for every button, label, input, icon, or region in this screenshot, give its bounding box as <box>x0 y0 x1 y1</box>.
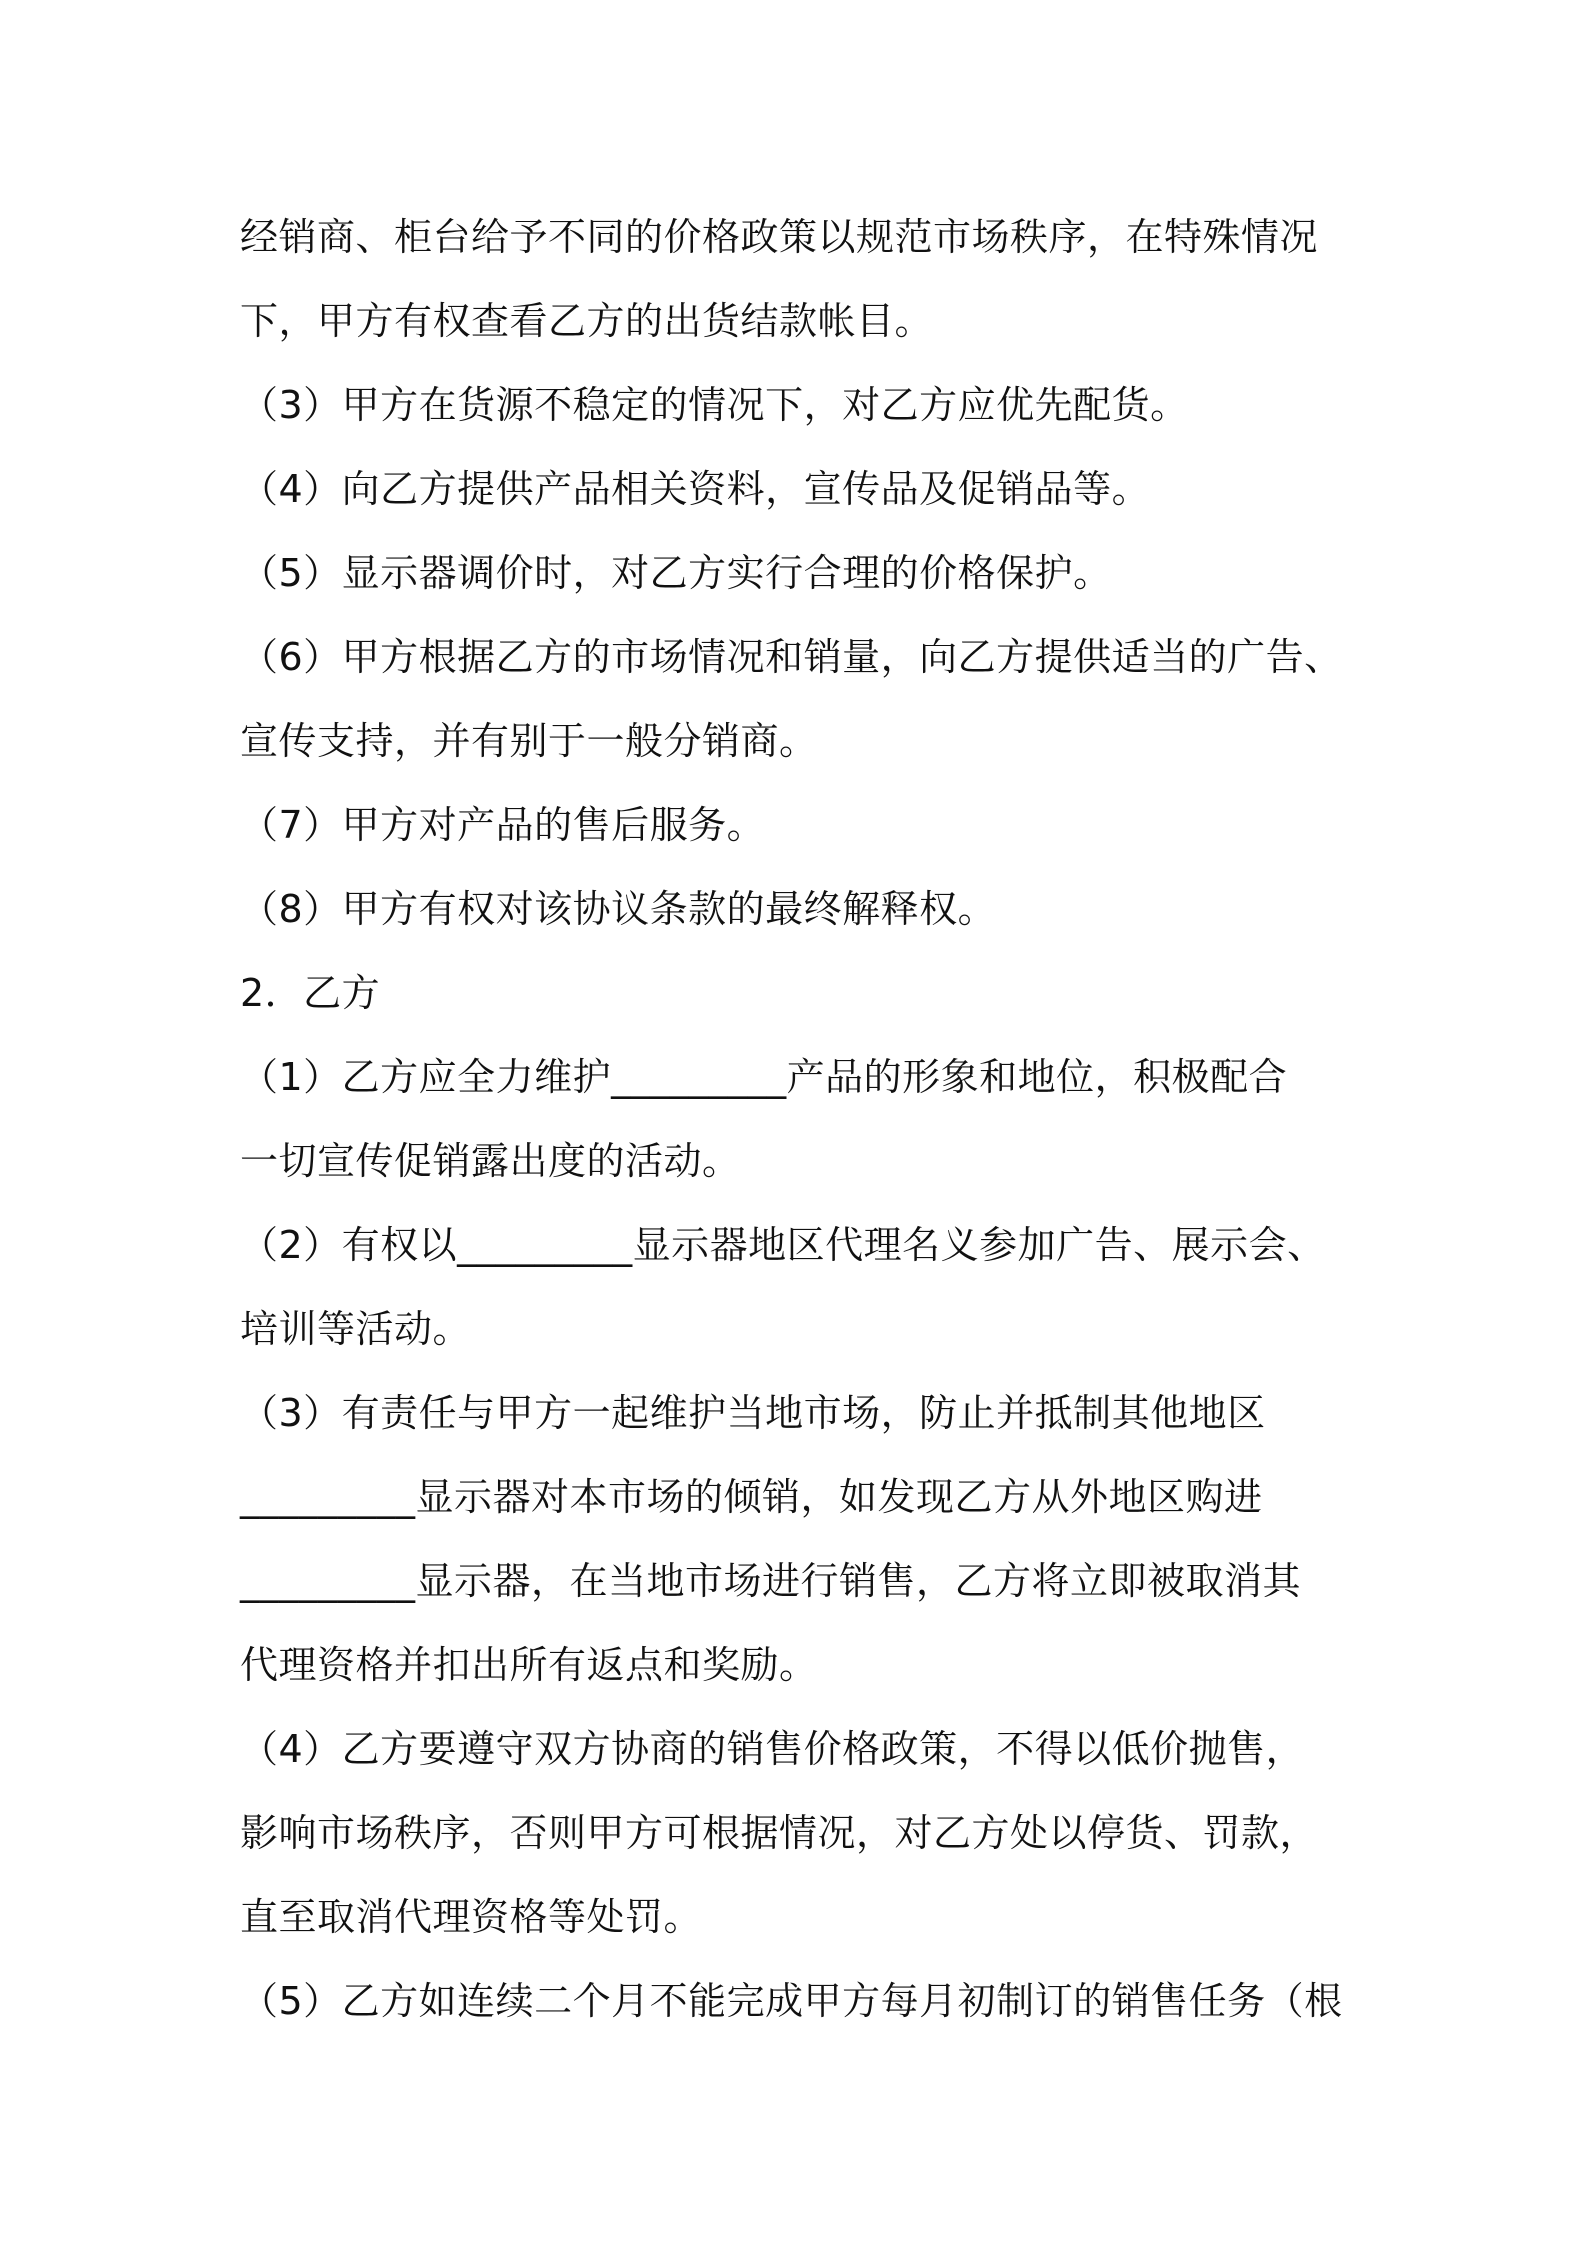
text-line: （2）有权以_________显示器地区代理名义参加广告、展示会、 <box>240 1223 1326 1267</box>
text-line: （3）甲方在货源不稳定的情况下，对乙方应优先配货。 <box>240 383 1189 427</box>
text-line: （8）甲方有权对该协议条款的最终解释权。 <box>240 887 997 931</box>
text-line: （7）甲方对产品的售后服务。 <box>240 803 766 847</box>
text-line: （1）乙方应全力维护_________产品的形象和地位，积极配合 <box>240 1055 1288 1099</box>
text-line: （4）乙方要遵守双方协商的销售价格政策，不得以低价抛售， <box>240 1727 1305 1771</box>
text-line: （4）向乙方提供产品相关资料，宣传品及促销品等。 <box>240 467 1151 511</box>
text-line: _________显示器对本市场的倾销，如发现乙方从外地区购进 <box>240 1475 1263 1519</box>
text-line: 影响市场秩序，否则甲方可根据情况，对乙方处以停货、罚款， <box>240 1811 1319 1855</box>
text-line: （3）有责任与甲方一起维护当地市场，防止并抵制其他地区 <box>240 1391 1266 1435</box>
text-line: _________显示器，在当地市场进行销售，乙方将立即被取消其 <box>240 1559 1302 1603</box>
text-line: 一切宣传促销露出度的活动。 <box>240 1139 741 1183</box>
document-body <box>240 195 1390 2043</box>
text-line: 直至取消代理资格等处罚。 <box>240 1895 703 1939</box>
text-line: 代理资格并扣出所有返点和奖励。 <box>240 1643 818 1687</box>
text-line: （5）显示器调价时，对乙方实行合理的价格保护。 <box>240 551 1112 595</box>
section-heading: 2．乙方 <box>240 971 381 1015</box>
text-line: 宣传支持，并有别于一般分销商。 <box>240 719 818 763</box>
text-line: （5）乙方如连续二个月不能完成甲方每月初制订的销售任务（根 <box>240 1979 1343 2023</box>
text-line: 下，甲方有权查看乙方的出货结款帐目。 <box>240 299 934 343</box>
text-line: （6）甲方根据乙方的市场情况和销量，向乙方提供适当的广告、 <box>240 635 1343 679</box>
text-line: 培训等活动。 <box>240 1307 472 1351</box>
text-line: 经销商、柜台给予不同的价格政策以规范市场秩序，在特殊情况 <box>240 215 1319 259</box>
